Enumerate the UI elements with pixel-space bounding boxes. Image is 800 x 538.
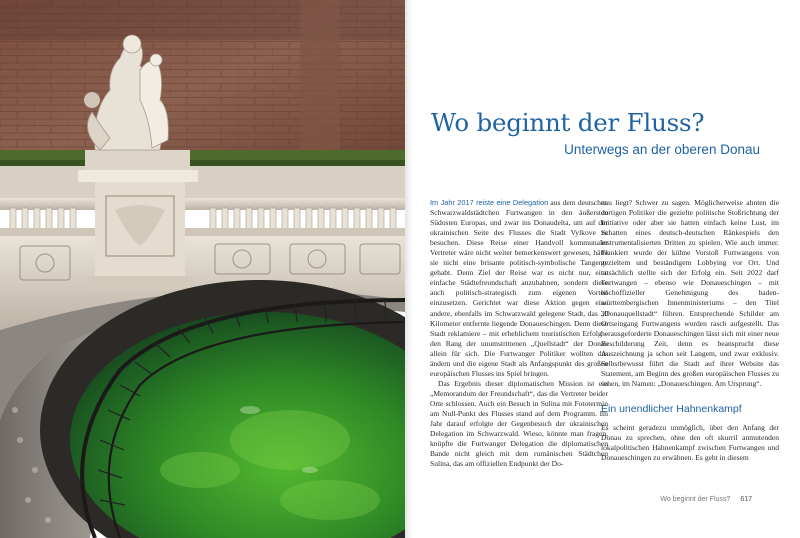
text-column-1	[430, 198, 608, 469]
article-subtitle: Unterwegs an der oberen Donau	[564, 142, 760, 157]
article-title: Wo beginnt der Fluss?	[431, 108, 705, 137]
page-footer	[660, 496, 752, 503]
lead-in: Im Jahr 2017 reiste eine Delegation	[430, 198, 549, 207]
page-gutter-shadow	[405, 0, 413, 538]
running-head: Wo beginnt der Fluss?	[660, 496, 731, 503]
paragraph	[430, 198, 608, 379]
paragraph: Das Ergebnis dieser diplomatischen Mission ist ein „Memorandum der Freundschaft“, das die Vertreter beider Orte schlossen. Auch ein Besuch in Sulina mit Fototermin am Null-Punkt des Flusses stand auf dem Programm. Im Jahr darauf erfolgte der Gegenbesuch der ukrainischen Delegation im Schwarzwald. Wieso, könnte man fragen, knüpfte die Furtwanger Delegation die diplomatischen Bande nicht gleich mit dem rumänischen Städtchen Sulina, das am offiziellen Endpunkt der Do-	[430, 378, 608, 469]
article-page	[405, 0, 800, 538]
page-number: 617	[740, 496, 752, 503]
paragraph: nau liegt? Schwer zu sagen. Möglicherweise ahnten die dortigen Politiker die gezielte politische Stoßrichtung der Initiative oder aber sie hatten einfach keine Lust, im Schatten eines deutsch-deutschen Ränkespiels den instrumentalisierten Dritten zu spielen. Wie auch immer. Flankiert wurde der kühne Vorstoß Furtwangens von gezieltem und beständigem Lobbying vor Ort. Und tatsächlich stellte sich der Erfolg ein. Seit 2022 darf Furtwangen – ebenso wie Donaueschingen – mit hochoffizieller Genehmigung des baden-württembergischen Innenministeriums – den Titel „Donauquellstadt“ führen. Entsprechende Schilder am Ortseingang Furtwangens wurden rasch aufgestellt. Das herausgeforderte Donaueschingen lässt sich mit einer neue Beschilderung Zeit, denn es beansprucht diese Auszeichnung ja schon seit Langem, und zwar exklusiv. Selbstbewusst führt die Stadt auf ihrer Website das Statement, am Beginn des großen europäischen Flusses zu sehen, im Namen: „Donaueschingen. Am Ursprung“.	[601, 198, 779, 388]
paragraph: Es scheint geradezu unmöglich, über den Anfang der Donau zu sprechen, ohne den oft skurril anmutenden lokalpolitischen Hahnenkampf zwischen Furtwangen und Donaueschingen zu erwähnen. Es geht in diesem	[601, 422, 779, 463]
text-column-2	[601, 198, 779, 463]
section-subheading: Ein unendlicher Hahnenkampf	[601, 402, 742, 415]
paragraph-text: aus dem deutschen Schwarzwaldstädtchen Furtwangen in den äußersten Südosten Europas, und zwar ins Donaudelta, um auf der ukrainischen Seite des Flusses die Stadt Vylkove zu besuchen. Diese Reise einer Handvoll kommunaler Vertreter wäre nicht weiter bemerkenswert gewesen, hätte sie nicht eine brisante politisch-symbolische Tangente gehabt. Denn Ziel der Reise war es nicht nur, eine einfache Städtefreundschaft anzubahnen, sondern diese auch politisch-strategisch zum eigenen Vorteil einzusetzen. Gerichtet war diese Aktion gegen eine andere, ebenfalls im Schwarzwald gelegene Stadt, das 30 Kilometer entfernte liegende Donaueschingen. Denn diese Stadt reklamiere – mit erheblichem touristischen Erfolg – den Rang der unumstrittenen „Quellstadt“ der Donau allein für sich. Die Furtwanger Politiker wollten das ändern und die eigene Stadt als Anfangspunkt des großen europäischen Flusses ins Spiel bringen.	[430, 198, 609, 378]
